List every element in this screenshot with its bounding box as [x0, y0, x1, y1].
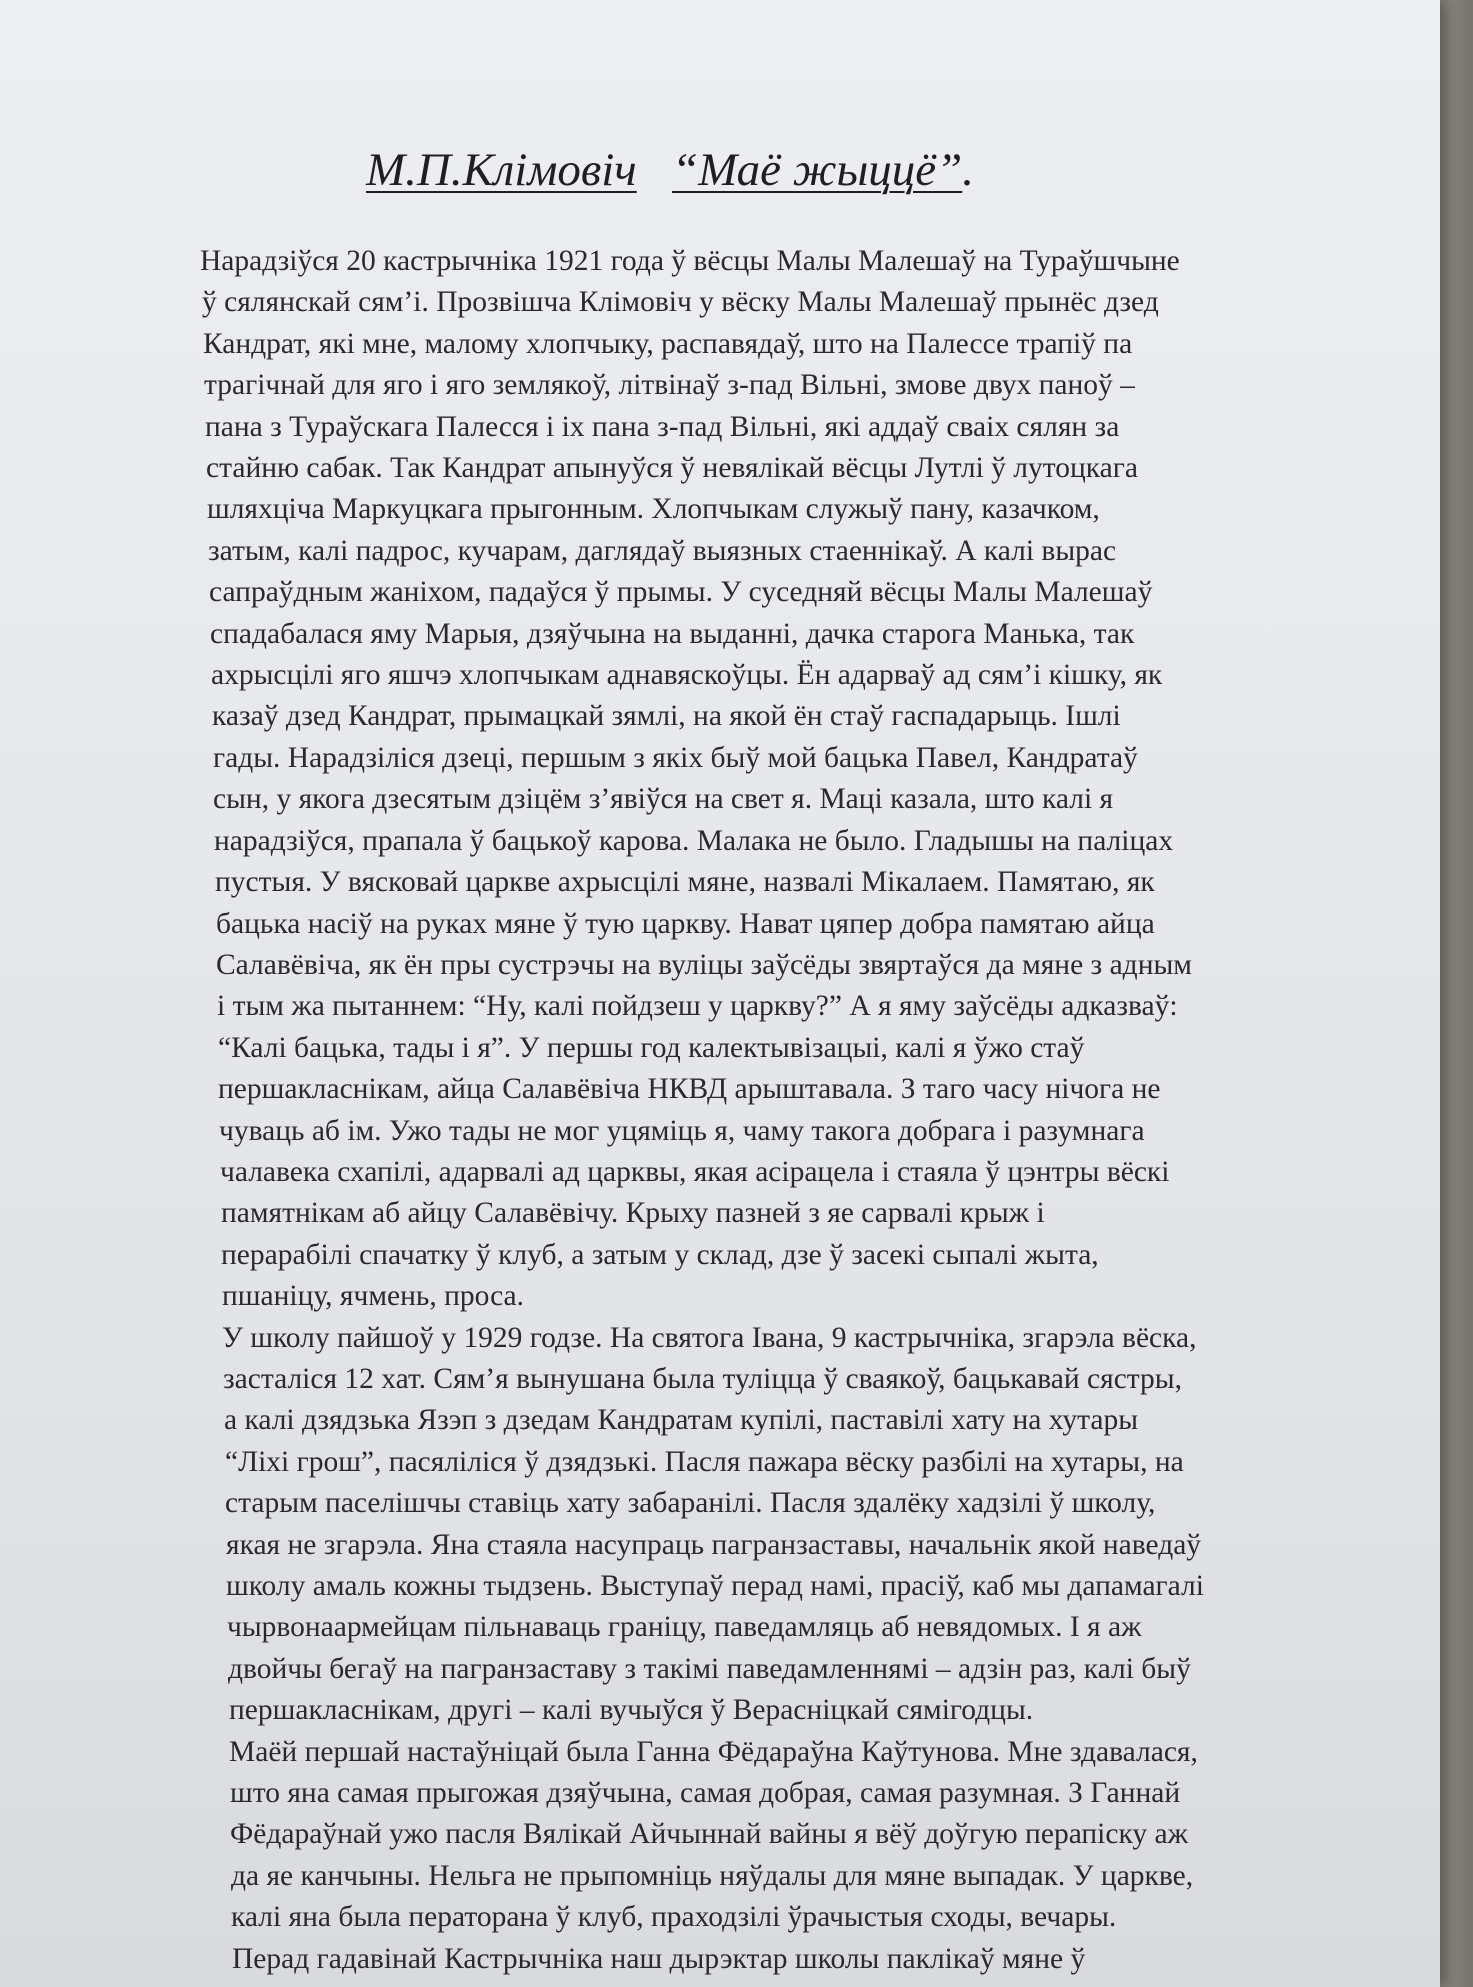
text-line: нарадзіўся, прапала ў бацькоў карова. Малака не было. Гладышы на паліцах	[214, 824, 1174, 857]
text-line: якая не згарэла. Яна стаяла насупраць пагранзаставы, начальнік якой наведаў	[226, 1528, 1202, 1561]
text-line: стайню сабак. Так Кандрат апынуўся ў невялікай вёсцы Лутлі ў лутоцкага	[206, 452, 1138, 485]
text-line: што яна самая прыгожая дзяўчына, самая добрая, самая разумная. З Ганнай	[230, 1777, 1181, 1810]
text-line: Перад гадавінай Кастрычніка наш дырэктар школы паклікаў мяне ў	[232, 1942, 1086, 1975]
text-line: Нарадзіўся 20 кастрычніка 1921 года ў вёсцы Малы Малешаў на Тураўшчыне	[200, 245, 1180, 277]
text-line: затым, калі падрос, кучарам, даглядаў выязных стаеннікаў. А калі вырас	[208, 534, 1117, 567]
text-line: чалавека схапілі, адарвалі ад царквы, якая асірацела і стаяла ў цэнтры вёскі	[220, 1155, 1170, 1188]
text-line: бацька насіў на руках мяне ў тую царкву. Нават цяпер добра памятаю айца	[216, 907, 1155, 940]
text-line: а калі дзядзька Язэп з дзедам Кандратам купілі, паставілі хату на хутары	[224, 1404, 1139, 1437]
text-line: Маёй першай настаўніцай была Ганна Фёдараўна Каўтунова. Мне здавалася,	[229, 1735, 1198, 1768]
text-line: пшаніцу, ячмень, проса.	[222, 1280, 525, 1313]
text-line: перарабілі спачатку ў клуб, а затым у склад, дзе ў засекі сыпалі жыта,	[221, 1238, 1099, 1271]
text-line: памятнікам аб айцу Салавёвічу. Крыху пазней з яе сарвалі крыж і	[221, 1197, 1045, 1230]
title-author: М.П.Клімовіч	[366, 144, 637, 196]
text-line: першакласнікам, айца Салавёвіча НКВД арыштавала. З таго часу нічога не	[218, 1073, 1161, 1106]
text-line: Салавёвіча, як ён пры сустрэчы на вуліцы заўсёды звяртаўся да мяне з адным	[216, 948, 1192, 981]
text-line: шляхціча Маркуцкага прыгонным. Хлопчыкам служыў пану, казачком,	[207, 493, 1100, 526]
text-line: сапраўдным жаніхом, падаўся ў прымы. У суседняй вёсцы Малы Малешаў	[209, 576, 1153, 609]
text-line: У школу пайшоў у 1929 годзе. На святога Івана, 9 кастрычніка, згарэла вёска,	[222, 1321, 1197, 1354]
memoir-text	[200, 241, 1360, 1980]
text-line: калі яна была ператорана ў клуб, праходзілі ўрачыстыя сходы, вечары.	[231, 1901, 1117, 1934]
text-line: першакласнікам, другі – калі вучыўся ў Верасніцкай сямігодцы.	[229, 1694, 1034, 1727]
text-line: чырвонаармейцам пільнаваць граніцу, паведамляць аб невядомых. І я аж	[227, 1611, 1142, 1644]
text-line: двойчы бегаў на пагранзаставу з такімі паведамленнямі – адзін раз, калі быў	[228, 1652, 1191, 1685]
text-line: казаў дзед Кандрат, прымацкай зямлі, на якой ён стаў гаспадарыць. Ішлі	[212, 700, 1121, 733]
text-line: да яе канчыны. Нельга не прыпомніць няўдалы для мяне выпадак. У царкве,	[231, 1859, 1194, 1892]
text-line: “Ліхі грош”, пасяліліся ў дзядзькі. Пасля пажара вёску разбілі на хутары, на	[225, 1445, 1184, 1478]
page-title	[366, 140, 974, 200]
title-period: .	[962, 144, 975, 196]
text-line: старым паселішчы ставіць хату забаранілі. Пасля здалёку хадзілі ў школу,	[225, 1487, 1156, 1520]
text-line: “Калі бацька, тады і я”. У першы год калектывізацыі, калі я ўжо стаў	[218, 1031, 1085, 1064]
text-line: гады. Нарадзіліся дзеці, першым з якіх быў мой бацька Павел, Кандратаў	[213, 741, 1138, 774]
text-line: ў сялянскай сям’і. Прозвішча Клімовіч у вёску Малы Малешаў прынёс дзед	[202, 286, 1159, 319]
text-line: школу амаль кожны тыдзень. Выступаў перад намі, прасіў, каб мы дапамагалі	[226, 1570, 1204, 1602]
text-line: ахрысцілі яго яшчэ хлопчыкам аднавяскоўцы. Ён адарваў ад сям’і кішку, як	[211, 659, 1163, 692]
text-line: спадабалася яму Марыя, дзяўчына на выданні, дачка старога Манька, так	[210, 617, 1135, 650]
text-line: чуваць аб ім. Ужо тады не мог уцяміць я, чаму такога добрага і разумнага	[219, 1114, 1145, 1147]
title-book: “Маё жыццё”	[671, 144, 963, 196]
text-line: засталіся 12 хат. Сям’я вынушана была туліцца ў сваякоў, бацькавай сястры,	[223, 1362, 1182, 1395]
text-line: Кандрат, які мне, малому хлопчыку, распавядаў, што на Палессе трапіў па	[203, 327, 1133, 360]
text-line: пустыя. У вясковай царкве ахрысцілі мяне, назвалі Мікалаем. Памятаю, як	[215, 866, 1155, 899]
text-line: трагічнай для яго і яго землякоў, літвінаў з-пад Вільні, змове двух паноў –	[204, 369, 1135, 402]
text-line: і тым жа пытаннем: “Ну, калі пойдзеш у царкву?” А я яму заўсёды адказваў:	[217, 990, 1178, 1023]
text-line: Фёдараўнай ужо пасля Вялікай Айчыннай вайны я вёў доўгую перапіску аж	[230, 1818, 1188, 1851]
text-line: пана з Тураўскага Палесся і іх пана з-пад Вільні, які аддаў сваіх сялян за	[205, 410, 1120, 443]
text-line: сын, у якога дзесятым дзіцём з’явіўся на свет я. Маці казала, што калі я	[213, 783, 1114, 816]
